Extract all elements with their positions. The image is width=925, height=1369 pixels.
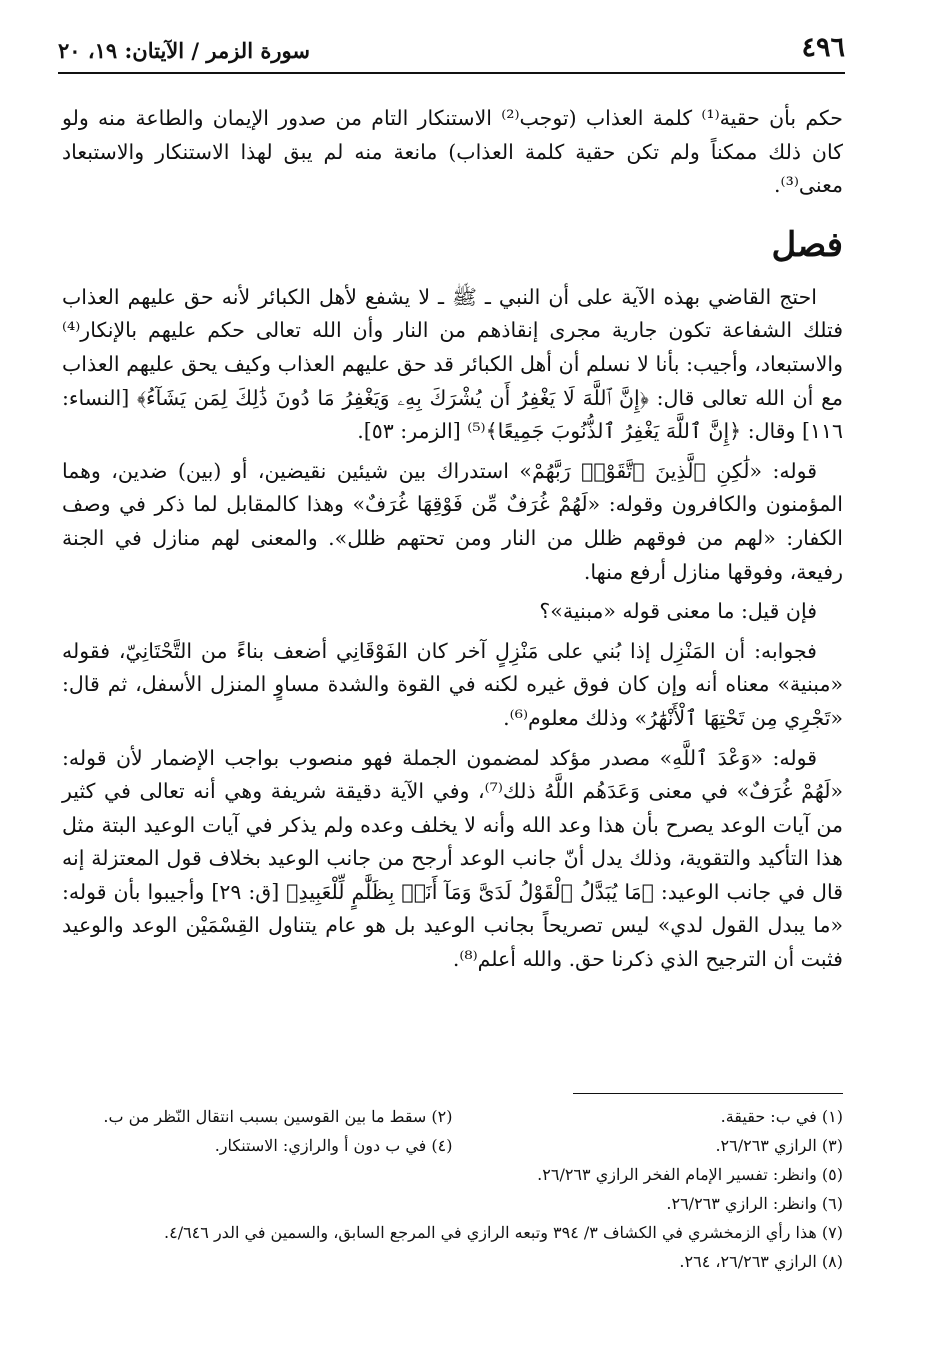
- paragraph-1: حكم بأن حقية⁽¹⁾ كلمة العذاب (توجب⁽²⁾ الاستنكار التام من صدور الإيمان والطاعة منه ولو كان ذلك ممكناً ولم تكن حقية كلمة العذاب) مانعة منه لم يبق لهذا الاستنكار والاستبعاد معنى⁽³⁾.: [62, 106, 843, 198]
- footnote-8: (٨) الرازي ٢٦/٢٦٣، ٢٦٤.: [679, 1252, 843, 1271]
- footnote-3: (٣) الرازي ٢٦/٢٦٣.: [715, 1136, 843, 1155]
- footnote-row: [62, 1102, 843, 1131]
- main-text: [62, 102, 843, 983]
- footnote-separator: [573, 1093, 843, 1094]
- footnote-4: (٤) في ب دون أ والرازي: الاستنكار.: [214, 1136, 453, 1155]
- footnote-5: (٥) وانظر: تفسير الإمام الفخر الرازي ٢٦/٢٦٣.: [537, 1165, 843, 1184]
- footnote-7: (٧) هذا رأي الزمخشري في الكشاف ٣/ ٣٩٤ وتبعه الرازي في المرجع السابق، والسمين في الدر ٤/٦٤٦.: [164, 1223, 843, 1242]
- paragraph-3: قوله: «لَٰكِنِ ٱلَّذِينَ ٱتَّقَوْا۟ رَبَّهُمْ» استدراك بين شيئين نقيضين، أو (بين) ضدين، وهما المؤمنون والكافرون وقوله: «لَهُمْ غُرَفٌ مِّن فَوْقِهَا غُرَفٌ» وهذا كالمقابل لما ذكر في وصف الكفار: «لهم من فوقهم ظلل من النار ومن تحتهم ظلل». والمعنى لهم منازل في الجنة رفيعة، وفوقها منازل أرفع منها.: [62, 458, 843, 584]
- page-header: [58, 32, 845, 74]
- paragraph-4: فإن قيل: ما معنى قوله «مبنية»؟: [539, 599, 817, 624]
- footnotes: [62, 1102, 843, 1276]
- footnote-row: [62, 1131, 843, 1160]
- page-number: ٤٩٦: [801, 32, 845, 63]
- paragraph-6: قوله: «وَعْدَ ٱللَّهِ» مصدر مؤكد لمضمون الجملة فهو منصوب بواجب الإضمار لأن قوله: «لَهُمْ غُرَفٌ» في معنى وَعَدَهُم اللَّهُ ذلك⁽⁷⁾، وفي الآية دقيقة شريفة وهي أنه تعالى في كثير من آيات الوعد يصرح بأن هذا وعد الله وأنه لا يخلف وعده ولم يذكر في آيات الوعيد البتة مثل هذا التأكيد والتقوية، وذلك يدل أنّ جانب الوعد أرجح من جانب الوعيد بخلاف قول المعتزلة إنه قال في جانب الوعيد: ﴿مَا يُبَدَّلُ ٱلْقَوْلُ لَدَىَّ وَمَآ أَنَا۠ بِظَلَّٰمٍ لِّلْعَبِيدِ﴾ [ق: ٢٩] وأجيبوا بأن قوله: «ما يبدل القول لدي» ليس تصريحاً بجانب الوعيد بل هو عام يتناول القِسْمَيْن الوعد والوعيد فثبت أن الترجيح الذي ذكرنا حق. والله أعلم⁽⁸⁾.: [62, 745, 843, 972]
- running-head: سورة الزمر / الآيتان: ١٩، ٢٠: [58, 38, 310, 63]
- paragraph-2: احتج القاضي بهذه الآية على أن النبي ـ ﷺ ـ لا يشفع لأهل الكبائر لأنه حق عليهم العذاب فتلك الشفاعة تكون جارية مجرى إنقاذهم من النار وأن الله تعالى حكم عليهم بالإنكار⁽⁴⁾ والاستبعاد، وأجيب: بأنا لا نسلم أن أهل الكبائر قد حق عليهم العذاب وكيف يحق عليهم العذاب مع أن الله تعالى قال: ﴿إِنَّ ٱللَّهَ لَا يَغْفِرُ أَن يُشْرَكَ بِهِۦ وَيَغْفِرُ مَا دُونَ ذَٰلِكَ لِمَن يَشَآءُ﴾ [النساء: ١١٦] وقال: ﴿إِنَّ ٱللَّهَ يَغْفِرُ ٱلذُّنُوبَ جَمِيعًا﴾⁽⁵⁾ [الزمر: ٥٣].: [62, 284, 843, 444]
- footnote-6: (٦) وانظر: الرازي ٢٦/٢٦٣.: [666, 1194, 843, 1213]
- footnote-1: (١) في ب: حقيقة.: [720, 1107, 843, 1126]
- paragraph-5: فجوابه: أن المَنْزِل إذا بُني على مَنْزِلٍ آخر كان الفَوْقَانِي أضعف بناءً من التَّحْتَانِيّ، فقوله «مبنية» معناه أنه وإن كان فوق غيره لكنه في القوة والشدة مساوٍ المنزل الأسفل، ثم قال: «تَجْرِي مِن تَحْتِهَا ٱلْأَنْهَٰرُ» وذلك معلوم⁽⁶⁾.: [62, 638, 843, 730]
- section-heading: فصل: [771, 224, 843, 265]
- footnote-2: (٢) سقط ما بين القوسين بسبب انتقال النّظر من ب.: [103, 1107, 453, 1126]
